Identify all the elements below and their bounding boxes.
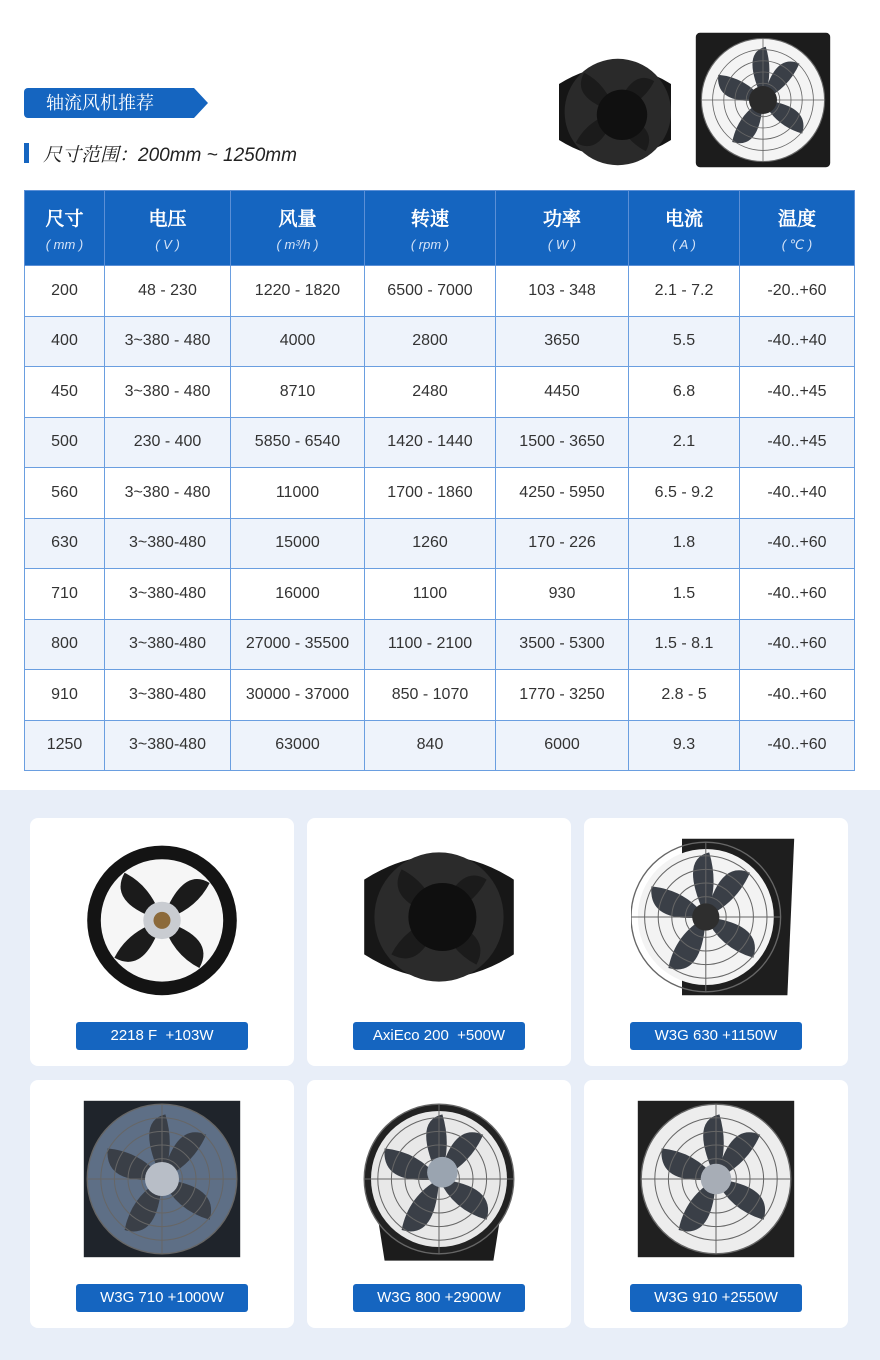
table-cell: -40..+40	[740, 468, 855, 519]
table-cell: 170 - 226	[496, 518, 629, 569]
table-cell: 3~380-480	[105, 619, 231, 670]
table-cell: -40..+40	[740, 316, 855, 367]
product-label: W3G 630 +1150W	[630, 1022, 802, 1050]
table-row	[25, 670, 855, 721]
table-cell: -40..+60	[740, 720, 855, 771]
table-cell: 3~380-480	[105, 518, 231, 569]
table-cell: 2.8 - 5	[629, 670, 740, 721]
header-power: 功率 ( W )	[496, 191, 629, 266]
table-cell: 4000	[231, 316, 365, 367]
table-cell: 3~380-480	[105, 569, 231, 620]
header-current: 电流 ( A )	[629, 191, 740, 266]
table-cell: 910	[25, 670, 105, 721]
table-cell: -40..+60	[740, 670, 855, 721]
product-label: 2218 F +103W	[76, 1022, 248, 1050]
product-card[interactable]	[584, 818, 848, 1066]
table-cell: -40..+60	[740, 569, 855, 620]
product-card[interactable]	[584, 1080, 848, 1328]
table-cell: 1500 - 3650	[496, 417, 629, 468]
table-cell: -40..+45	[740, 417, 855, 468]
table-cell: 560	[25, 468, 105, 519]
header-airflow: 风量 ( m³/h )	[231, 191, 365, 266]
header-temperature: 温度 ( ℃ )	[740, 191, 855, 266]
table-cell: 500	[25, 417, 105, 468]
table-cell: 230 - 400	[105, 417, 231, 468]
hero-compact-fan-icon	[545, 42, 685, 182]
table-cell: 9.3	[629, 720, 740, 771]
table-row	[25, 468, 855, 519]
table-cell: 48 - 230	[105, 266, 231, 317]
product-label: W3G 710 +1000W	[76, 1284, 248, 1312]
table-cell: 450	[25, 367, 105, 418]
table-row	[25, 569, 855, 620]
size-range	[24, 140, 297, 166]
table-cell: 1770 - 3250	[496, 670, 629, 721]
table-cell: 1100	[365, 569, 496, 620]
table-cell: 6000	[496, 720, 629, 771]
header-speed: 转速 ( rpm )	[365, 191, 496, 266]
table-cell: 2.1	[629, 417, 740, 468]
spec-table	[24, 190, 855, 771]
table-cell: 930	[496, 569, 629, 620]
table-cell: 850 - 1070	[365, 670, 496, 721]
table-cell: 30000 - 37000	[231, 670, 365, 721]
table-cell: 63000	[231, 720, 365, 771]
product-label: AxiEco 200 +500W	[353, 1022, 525, 1050]
table-cell: 3500 - 5300	[496, 619, 629, 670]
table-cell: 3~380 - 480	[105, 367, 231, 418]
table-cell: 3~380 - 480	[105, 316, 231, 367]
table-cell: 200	[25, 266, 105, 317]
table-cell: 3~380-480	[105, 670, 231, 721]
table-cell: 800	[25, 619, 105, 670]
table-cell: 8710	[231, 367, 365, 418]
table-cell: 15000	[231, 518, 365, 569]
table-cell: 5.5	[629, 316, 740, 367]
table-cell: -20..+60	[740, 266, 855, 317]
table-cell: 16000	[231, 569, 365, 620]
table-cell: 1220 - 1820	[231, 266, 365, 317]
table-cell: -40..+60	[740, 619, 855, 670]
grille-fan-icon	[631, 832, 801, 1002]
table-row	[25, 518, 855, 569]
table-cell: 1.8	[629, 518, 740, 569]
table-cell: 2480	[365, 367, 496, 418]
table-cell: 1700 - 1860	[365, 468, 496, 519]
grille-fan-icon	[77, 1094, 247, 1264]
section-title: 轴流风机推荐	[24, 88, 194, 118]
table-cell: 4250 - 5950	[496, 468, 629, 519]
compact-fan-icon	[77, 832, 247, 1002]
table-cell: 27000 - 35500	[231, 619, 365, 670]
table-cell: 6.5 - 9.2	[629, 468, 740, 519]
table-cell: -40..+60	[740, 518, 855, 569]
table-cell: 400	[25, 316, 105, 367]
axieco-fan-icon	[354, 832, 524, 1002]
table-cell: 1260	[365, 518, 496, 569]
table-cell: 1.5 - 8.1	[629, 619, 740, 670]
table-row	[25, 417, 855, 468]
table-cell: 630	[25, 518, 105, 569]
table-cell: 103 - 348	[496, 266, 629, 317]
hero-grille-fan-icon	[693, 30, 833, 170]
table-cell: 710	[25, 569, 105, 620]
header-voltage: 电压 ( V )	[105, 191, 231, 266]
table-cell: 3650	[496, 316, 629, 367]
product-card[interactable]	[30, 818, 294, 1066]
table-cell: 11000	[231, 468, 365, 519]
table-row	[25, 266, 855, 317]
table-cell: 5850 - 6540	[231, 417, 365, 468]
product-label: W3G 910 +2550W	[630, 1284, 802, 1312]
table-cell: 3~380-480	[105, 720, 231, 771]
size-range-marker	[24, 143, 29, 163]
grille-fan-icon	[631, 1094, 801, 1264]
table-row	[25, 619, 855, 670]
table-cell: 2.1 - 7.2	[629, 266, 740, 317]
product-card[interactable]	[30, 1080, 294, 1328]
table-cell: 1250	[25, 720, 105, 771]
table-cell: 3~380 - 480	[105, 468, 231, 519]
table-cell: 6500 - 7000	[365, 266, 496, 317]
table-cell: -40..+45	[740, 367, 855, 418]
table-cell: 4450	[496, 367, 629, 418]
table-row	[25, 316, 855, 367]
product-gallery	[0, 790, 880, 1360]
product-card[interactable]	[307, 1080, 571, 1328]
table-cell: 2800	[365, 316, 496, 367]
product-card[interactable]	[307, 818, 571, 1066]
grille-fan-icon	[354, 1094, 524, 1264]
table-cell: 840	[365, 720, 496, 771]
product-label: W3G 800 +2900W	[353, 1284, 525, 1312]
table-cell: 1420 - 1440	[365, 417, 496, 468]
table-row	[25, 367, 855, 418]
table-cell: 6.8	[629, 367, 740, 418]
header-size: 尺寸 ( mm )	[25, 191, 105, 266]
table-row	[25, 720, 855, 771]
table-cell: 1.5	[629, 569, 740, 620]
size-range-text: 尺寸范围：200mm ~ 1250mm	[43, 144, 297, 166]
table-cell: 1100 - 2100	[365, 619, 496, 670]
table-header-row	[25, 191, 855, 266]
